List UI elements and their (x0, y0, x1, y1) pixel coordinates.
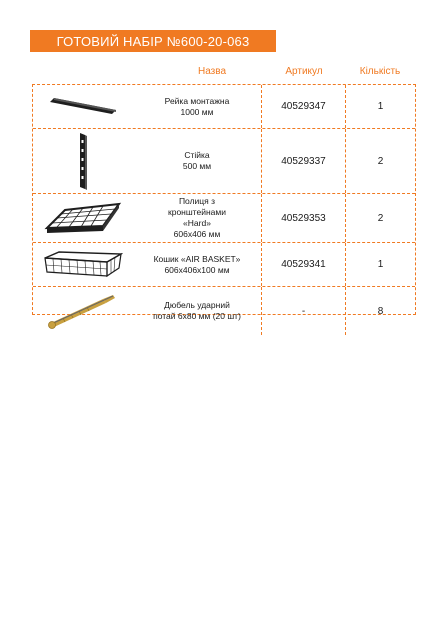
set-title: ГОТОВИЙ НАБІР №600-20-063 (30, 30, 276, 52)
item-quantity: 1 (345, 243, 415, 286)
item-name-line: Стійка (184, 150, 210, 160)
item-name-line: потай 6х80 мм (20 шт) (153, 311, 241, 321)
dowel-icon (33, 287, 133, 335)
item-quantity: 8 (345, 287, 415, 335)
item-name-line: Рейка монтажна (164, 95, 230, 106)
item-article: 40529337 (261, 129, 345, 193)
item-article: 40529341 (261, 243, 345, 286)
item-name-line: 606х406 мм (173, 229, 221, 239)
rail-icon (33, 85, 133, 128)
item-name-line: 606х406х100 мм (164, 264, 230, 275)
column-header-name: Назва (197, 66, 227, 77)
item-name-line: Дюбель ударний (164, 300, 230, 310)
table-row (33, 243, 415, 287)
column-header-article: Артикул (285, 66, 323, 77)
table-row (33, 287, 415, 335)
item-article: - (261, 287, 345, 335)
upright-icon (33, 129, 133, 193)
table-row (33, 85, 415, 129)
components-table (32, 64, 416, 321)
item-article: 40529347 (261, 85, 345, 128)
item-quantity: 1 (345, 85, 415, 128)
item-name-line: «Hard» (183, 218, 211, 228)
item-name-line: 1000 мм (180, 106, 214, 117)
item-quantity: 2 (345, 194, 415, 242)
item-name-line: Полиця з (178, 196, 216, 206)
table-body (32, 84, 416, 321)
shelf-icon (33, 194, 133, 242)
table-row (33, 194, 415, 243)
item-article: 40529353 (261, 194, 345, 242)
basket-icon (33, 243, 133, 286)
table-row (33, 129, 415, 194)
item-name-line: 500 мм (182, 161, 212, 171)
item-name-line: Кошик «AIR BASKET» (153, 253, 241, 264)
column-header-quantity: Кількість (359, 66, 401, 77)
table-header (32, 64, 416, 84)
item-name-line: кронштейнами (168, 207, 226, 217)
item-quantity: 2 (345, 129, 415, 193)
